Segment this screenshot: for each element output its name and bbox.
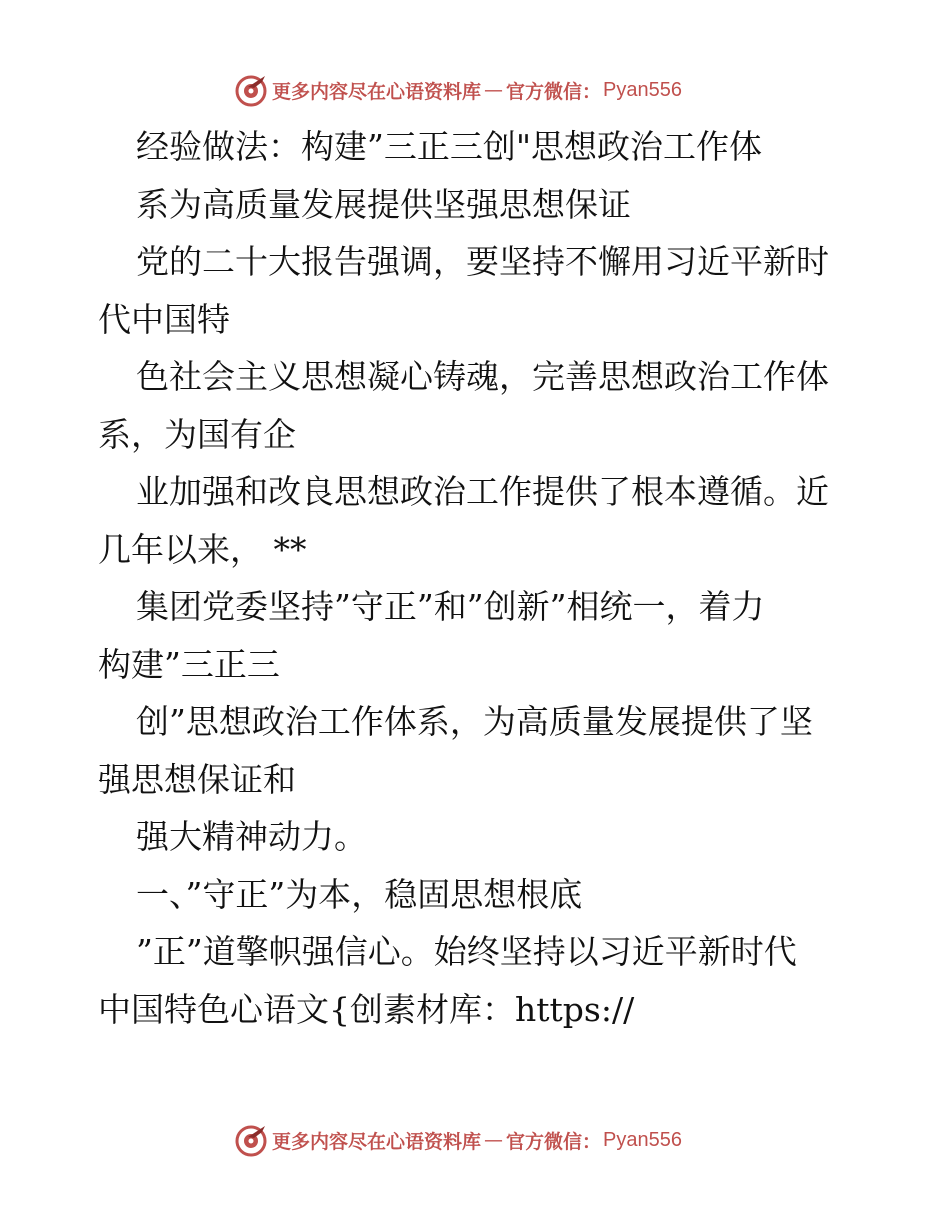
banner-wechat-id: Pyan556: [603, 1128, 682, 1151]
text-line: ”正”道擎帜强信心。始终坚持以习近平新时代: [136, 932, 797, 971]
text-line: 党的二十大报告强调，要坚持不懈用习近平新时: [136, 242, 829, 281]
brand-logo-icon: [234, 73, 268, 107]
text-line: 创”思想政治工作体系，为高质量发展提供了坚: [136, 702, 813, 741]
document-body: [98, 118, 858, 1038]
footer-watermark-banner: [234, 1120, 682, 1160]
text-line: 色社会主义思想凝心铸魂，完善思想政治工作体: [136, 357, 829, 396]
banner-wechat-label: 官方微信：: [506, 80, 602, 103]
text-line: 强思想保证和: [98, 759, 296, 799]
banner-text: 更多内容尽在心语资料库: [272, 1130, 482, 1153]
banner-wechat-label: 官方微信：: [506, 1130, 602, 1153]
banner-separator: —: [484, 79, 504, 101]
header-watermark-banner: [234, 70, 682, 110]
text-line: 业加强和改良思想政治工作提供了根本遵循。近: [136, 472, 829, 511]
text-line: 集团党委坚持”守正”和”创新”相统一，着力: [136, 587, 765, 626]
brand-logo-icon: [234, 1123, 268, 1157]
text-line: 代中国特: [98, 299, 230, 339]
text-line: 中国特色心语文{创素材库：https://: [98, 989, 635, 1029]
text-line: 几年以来， **: [98, 529, 307, 569]
banner-text: 更多内容尽在心语资料库: [272, 80, 482, 103]
text-line: 强大精神动力。: [136, 817, 367, 856]
text-line: 系为高质量发展提供坚强思想保证: [136, 184, 631, 224]
text-line: 一、”守正”为本，稳固思想根底: [136, 874, 583, 914]
banner-separator: —: [484, 1129, 504, 1151]
banner-wechat-id: Pyan556: [603, 78, 682, 101]
text-line: 经验做法：构建”三正三创"思想政治工作体: [136, 127, 763, 166]
text-line: 系，为国有企: [98, 414, 296, 454]
text-line: 构建”三正三: [98, 644, 280, 684]
